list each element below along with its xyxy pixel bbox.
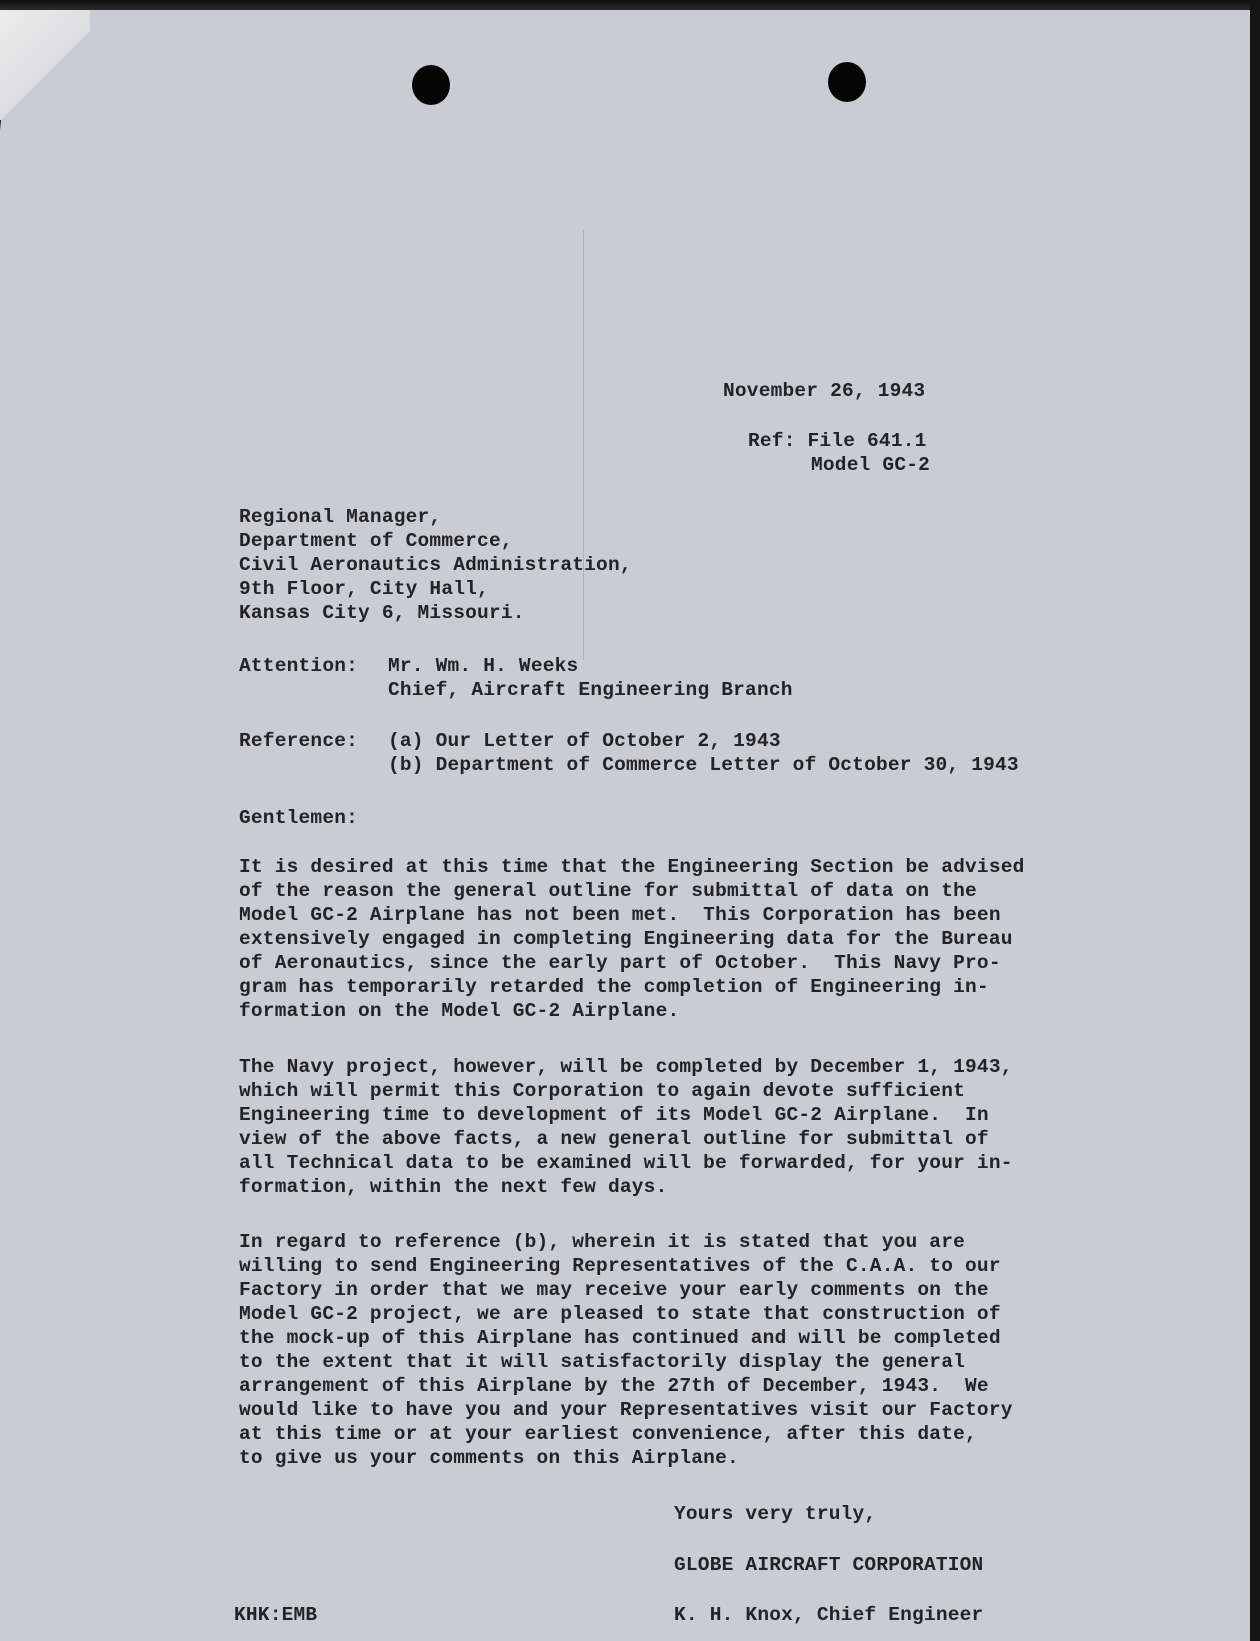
body-line: view of the above facts, a new general outline for submittal of: [239, 1128, 989, 1150]
address-line: Department of Commerce,: [239, 530, 513, 552]
body-line: which will permit this Corporation to again devote sufficient: [239, 1080, 966, 1102]
body-line: the mock-up of this Airplane has continued and will be completed: [239, 1327, 1001, 1349]
model-reference: Model GC-2: [811, 454, 931, 476]
company-name: GLOBE AIRCRAFT CORPORATION: [674, 1554, 984, 1576]
address-line: 9th Floor, City Hall,: [239, 578, 489, 600]
body-line: The Navy project, however, will be completed by December 1, 1943,: [239, 1056, 1013, 1078]
body-line: arrangement of this Airplane by the 27th of December, 1943. We: [239, 1375, 989, 1397]
attention-title: Chief, Aircraft Engineering Branch: [388, 679, 793, 701]
file-reference: Ref: File 641.1: [748, 430, 927, 452]
body-line: to give us your comments on this Airplane.: [239, 1447, 739, 1469]
body-line: of Aeronautics, since the early part of October. This Navy Pro-: [239, 952, 1001, 974]
folded-corner: [0, 10, 90, 120]
reference-item: (a) Our Letter of October 2, 1943: [388, 730, 781, 752]
body-line: formation, within the next few days.: [239, 1176, 668, 1198]
body-line: In regard to reference (b), wherein it is stated that you are: [239, 1231, 966, 1253]
scan-border-right: [1250, 0, 1260, 1641]
body-line: willing to send Engineering Representatives of the C.A.A. to our: [239, 1255, 1001, 1277]
body-line: at this time or at your earliest convenience, after this date,: [239, 1423, 977, 1445]
body-line: Engineering time to development of its Model GC-2 Airplane. In: [239, 1104, 989, 1126]
body-line: gram has temporarily retarded the completion of Engineering in-: [239, 976, 989, 998]
attention-name: Mr. Wm. H. Weeks: [388, 655, 579, 677]
punch-hole-right: [828, 62, 866, 102]
letter-date: November 26, 1943: [723, 380, 926, 402]
body-line: extensively engaged in completing Engineering data for the Bureau: [239, 928, 1013, 950]
reference-item: (b) Department of Commerce Letter of October 30, 1943: [388, 754, 1019, 776]
body-line: all Technical data to be examined will be forwarded, for your in-: [239, 1152, 1013, 1174]
scan-border-top: [0, 0, 1260, 10]
address-line: Kansas City 6, Missouri.: [239, 602, 525, 624]
body-line: formation on the Model GC-2 Airplane.: [239, 1000, 680, 1022]
body-line: Model GC-2 Airplane has not been met. This Corporation has been: [239, 904, 1001, 926]
complimentary-close: Yours very truly,: [674, 1503, 877, 1525]
address-line: Civil Aeronautics Administration,: [239, 554, 632, 576]
body-line: would like to have you and your Representatives visit our Factory: [239, 1399, 1013, 1421]
address-line: Regional Manager,: [239, 506, 442, 528]
body-line: Factory in order that we may receive your early comments on the: [239, 1279, 989, 1301]
body-line: of the reason the general outline for submittal of data on the: [239, 880, 977, 902]
signer-name: K. H. Knox, Chief Engineer: [674, 1604, 984, 1626]
attention-label: Attention:: [239, 655, 359, 677]
body-line: It is desired at this time that the Engineering Section be advised: [239, 856, 1025, 878]
salutation: Gentlemen:: [239, 807, 359, 829]
reference-label: Reference:: [239, 730, 359, 752]
body-line: Model GC-2 project, we are pleased to state that construction of: [239, 1303, 1001, 1325]
typist-initials: KHK:EMB: [234, 1604, 318, 1626]
paper-crease: [583, 230, 584, 660]
punch-hole-left: [412, 65, 450, 105]
body-line: to the extent that it will satisfactorily display the general: [239, 1351, 966, 1373]
